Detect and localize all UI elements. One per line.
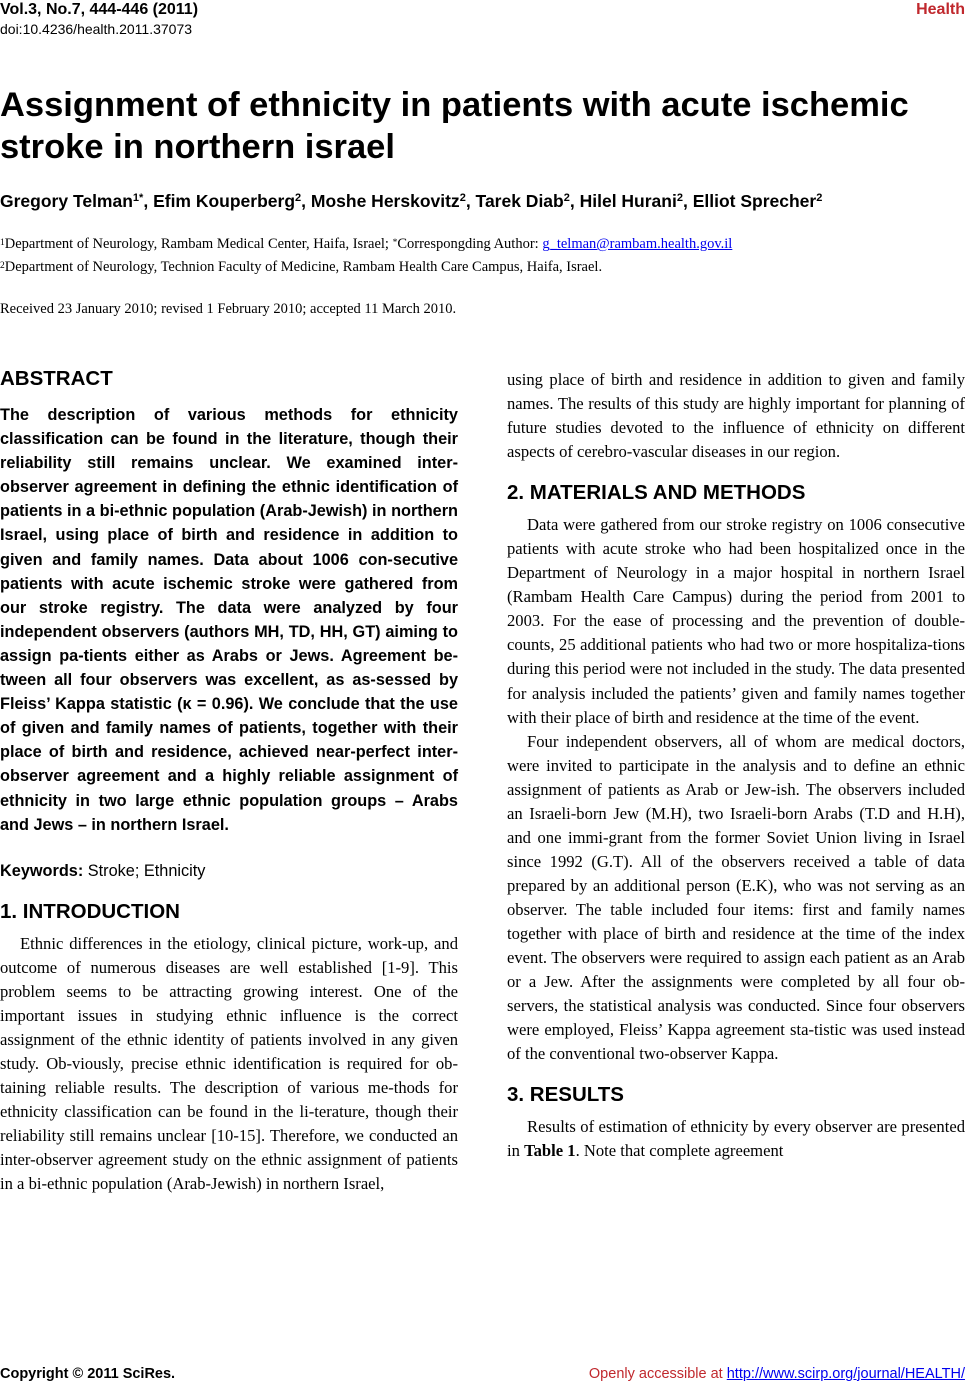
affiliation-1	[0, 235, 965, 253]
author-affiliation-mark: 1*	[132, 192, 144, 204]
journal-section: Health	[916, 1, 965, 18]
author-name: Gregory Telman	[0, 191, 133, 211]
affiliation-text: Department of Neurology, Rambam Medical Center, Haifa, Israel;	[4, 236, 393, 252]
introduction-continuation: using place of birth and residence in addition to given and family names. The results of this study are highly important for planning of future studies devoted to the influence of ethnicity on different aspects of cerebro-vascular diseases in our region.	[507, 370, 965, 462]
author-affiliation-mark: 2	[676, 192, 683, 204]
running-header	[0, 0, 198, 38]
received-dates: Received 23 January 2010; revised 1 February 2010; accepted 11 March 2010.	[0, 301, 457, 317]
open-access-notice	[589, 1365, 965, 1383]
introduction-paragraph: Ethnic differences in the etiology, clinical picture, work-up, and outcome of numerous diseases are well established [1-9]. This problem seems to be attracting growing interest. One of the important issues in studying ethnic influence is the correct assignment of the ethnic identity of patients involved in any given study. Ob-viously, precise ethnic identification is required for ob-taining reliable results. The description of various me-thods for ethnicity classification can be found in the li-terature, though their reliability still remains unclear [10-15]. Therefore, we conducted an inter-observer agreement study on the ethnic assignment of patients in a bi-ethnic population (Arab-Jewish) in northern Israel,	[0, 933, 458, 1194]
doi: doi:10.4236/health.2011.37073	[0, 21, 193, 37]
author-affiliation-mark: 2	[816, 192, 823, 204]
keywords-label: Keywords:	[0, 861, 84, 880]
author-separator: ,	[569, 191, 580, 211]
author-list	[0, 190, 965, 212]
author-name: Tarek Diab	[475, 191, 564, 211]
author	[580, 191, 693, 211]
author-separator: ,	[143, 191, 154, 211]
abstract-text: The description of various methods for ethnicity classification can be found in the literature, though their reliability still remains unclear. We examined inter-observer agreement in defining the ethnic identification of patients in a bi-ethnic population (Arab-Jewish) in northern Israel, using place of birth and residence in addition to given and family names. Data about 1006 con-secutive patients with acute ischemic stroke were gathered from our stroke registry. The data were analyzed by four independent observers (authors MH, TD, HH, GT) aiming to assign pa-tients either as Arabs or Jews. Agreement be-tween all four observers was excellent, as as-sessed by Fleiss’ Kappa statistic (κ = 0.96). We conclude that the use of given and family names of patients, together with their place of birth and residence, achieved near-perfect inter-observer agreement and a highly reliable assignment of ethnicity in two large ethnic population groups – Arabs and Jews – in northern Israel.	[0, 406, 458, 834]
table-1-reference[interactable]: Table 1	[524, 1141, 576, 1161]
introduction-heading: 1. INTRODUCTION	[0, 899, 180, 923]
author-name: Hilel Hurani	[579, 191, 677, 211]
author-separator: ,	[682, 191, 693, 211]
journal-volume: Vol.3, No.7, 444-446 (2011)	[0, 1, 199, 18]
affiliation-mark: 2	[0, 261, 5, 271]
author	[153, 191, 311, 211]
author-affiliation-mark: 2	[295, 192, 302, 204]
author	[476, 191, 580, 211]
corresponding-label: Correspongding Author:	[397, 236, 543, 252]
author	[0, 191, 153, 211]
corresponding-mark: *	[392, 238, 398, 248]
copyright: Copyright © 2011 SciRes.	[0, 1366, 176, 1382]
corresponding-email-link[interactable]: g_telman@rambam.health.gov.il	[542, 236, 733, 252]
methods-heading: 2. MATERIALS AND METHODS	[507, 481, 806, 505]
author-affiliation-mark: 2	[459, 192, 466, 204]
affiliation-2	[0, 258, 965, 276]
author-name: Elliot Sprecher	[692, 191, 817, 211]
keywords-text: Stroke; Ethnicity	[83, 861, 206, 880]
affiliation-mark: 1	[0, 238, 5, 248]
results-text-end: . Note that complete agreement	[575, 1141, 784, 1161]
keywords	[0, 859, 458, 883]
abstract-heading: ABSTRACT	[0, 367, 113, 390]
results-paragraph	[507, 1115, 965, 1163]
author	[311, 191, 476, 211]
results-text: Results of estimation of ethnicity by every observer are presented in	[507, 1117, 965, 1161]
journal-url-link[interactable]: http://www.scirp.org/journal/HEALTH/	[726, 1366, 965, 1382]
right-column	[507, 368, 965, 1163]
results-heading: 3. RESULTS	[507, 1083, 624, 1107]
author-separator: ,	[301, 191, 311, 211]
affiliation-text: Department of Neurology, Technion Faculty of Medicine, Rambam Health Care Campus, Haifa, Israel.	[4, 259, 603, 275]
methods-paragraph-2: Four independent observers, all of whom are medical doctors, were invited to participate in the analysis and to define an ethnic assignment of patients as Arab or Jew-ish. The observers included an Israeli-born Jew (M.H), two Israeli-born Arabs (T.D and H.H), and one immi-grant from the former Soviet Union living in Israel since 1992 (G.T). All of the observers received a table of data prepared by an additional person (E.K), who was not serving as an observer. The table included four items: first and family names together with place of birth and residence at the time of the index event. The observers were required to assign each patient as an Arab or a Jew. After the assignments were completed by all four ob-servers, the statistical analysis was conducted. Since four observers were employed, Fleiss’ Kappa agreement sta-tistic was used instead of the conventional two-observer Kappa.	[507, 731, 965, 1064]
author-affiliation-mark: 2	[563, 192, 570, 204]
open-access-label: Openly accessible at	[588, 1366, 727, 1382]
author-name: Moshe Herskovitz	[310, 191, 460, 211]
methods-paragraph-1: Data were gathered from our stroke registry on 1006 consecutive patients with acute stroke who had been hospitalized once in the Department of Neurology in a major hospital in northern Israel (Rambam Health Care Campus) during the period from 2001 to 2003. For the ease of processing and the prevention of double-counts, 25 additional patients who had two or more hospitaliza-tions during this period were not included in the study. The data presented for analysis included the patients’ given and family names together with their place of birth and residence at the time of the event.	[507, 515, 965, 727]
left-column	[0, 366, 458, 1196]
author-separator: ,	[465, 191, 476, 211]
paper-title: Assignment of ethnicity in patients with acute ischemic stroke in northern israel	[0, 86, 909, 166]
author	[693, 191, 823, 211]
author-name: Efim Kouperberg	[153, 191, 296, 211]
